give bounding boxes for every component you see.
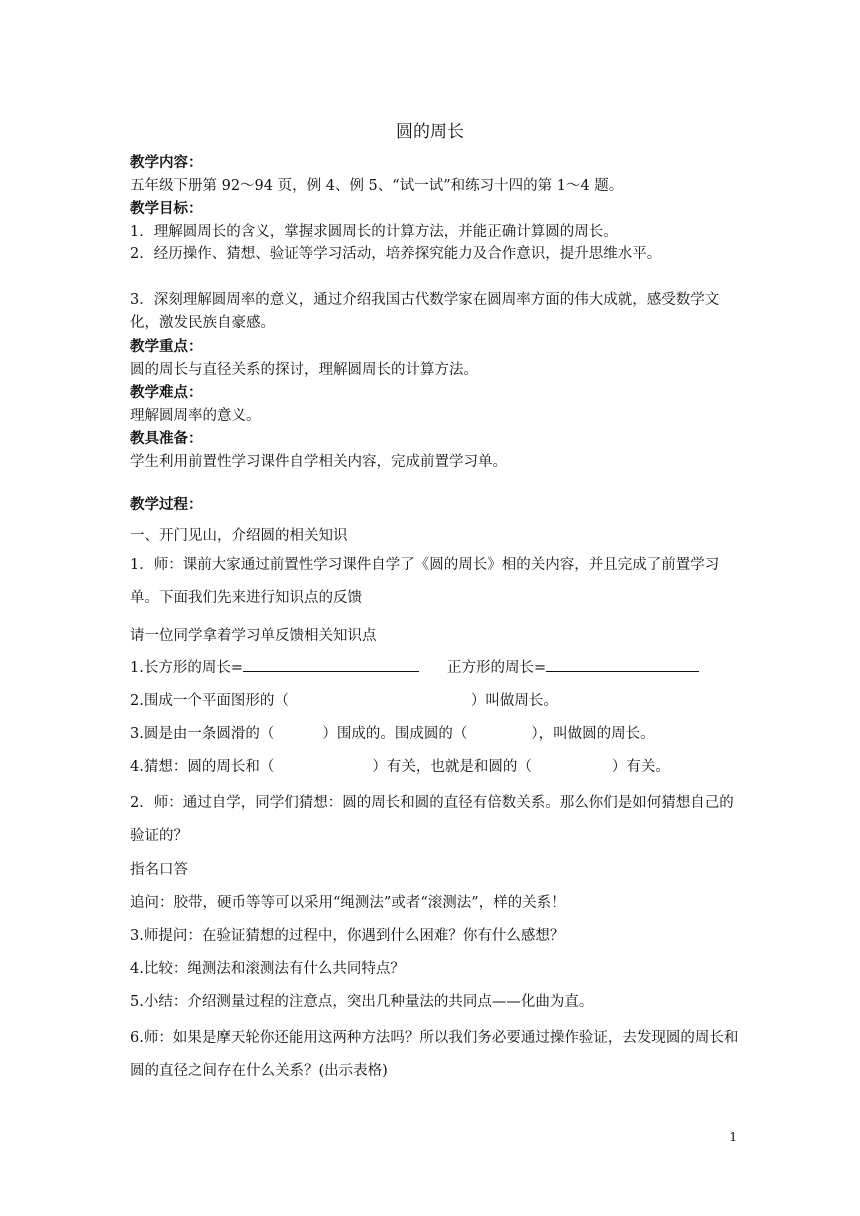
process-p6: 3.师提问：在验证猜想的过程中，你遇到什么困难？你有什么感想？ — [130, 928, 565, 944]
question-1-square: 正方形的周长= — [446, 660, 547, 676]
tools-heading: 教具准备： — [130, 430, 203, 447]
question-1-rect: 1.长方形的周长= — [130, 660, 243, 676]
question-3 — [130, 722, 655, 743]
blank-1 — [243, 656, 419, 672]
question-3-end: ），叫做圆的周长。 — [531, 726, 655, 742]
question-2-end: ）叫做周长。 — [470, 693, 558, 709]
process-part-1: 一、开门见山，介绍圆的相关知识 — [130, 528, 348, 544]
page-number: 1 — [729, 1130, 737, 1144]
blank-2 — [546, 656, 699, 672]
key-text: 圆的周长与直径关系的探讨，理解圆周长的计算方法。 — [130, 362, 478, 378]
process-heading: 教学过程： — [130, 496, 203, 513]
page-title: 圆的周长 — [396, 122, 464, 142]
goal-3: 3．深刻理解圆周率的意义，通过介绍我国古代数学家在圆周率方面的伟大成就，感受数学文化，激发民族自豪感。 — [130, 292, 720, 331]
process-p7: 4.比较：绳测法和滚测法有什么共同特点？ — [130, 961, 405, 977]
question-3-mid: ）围成的。围成圆的（ — [322, 726, 468, 742]
process-p5: 追问：胶带，硬币等等可以采用“绳测法”或者“滚测法”，样的关系！ — [130, 895, 566, 911]
question-3-start: 3.圆是由一条圆滑的（ — [130, 726, 275, 742]
question-4 — [130, 755, 670, 776]
question-4-end: ）有关。 — [611, 759, 670, 775]
question-2 — [130, 689, 558, 710]
process-p4: 指名口答 — [130, 862, 188, 878]
question-4-start: 4.猜想：圆的周长和（ — [130, 759, 275, 775]
goal-2: 2．经历操作、猜想、验证等学习活动，培养探究能力及合作意识，提升思维水平。 — [130, 246, 662, 262]
question-1 — [130, 656, 699, 677]
process-p2: 请一位同学拿着学习单反馈相关知识点 — [130, 628, 377, 644]
process-p3: 2．师：通过自学，同学们猜想：圆的周长和圆的直径有倍数关系。那么你们是如何猜想自己的验证的？ — [130, 795, 734, 844]
content-heading: 教学内容： — [130, 154, 203, 171]
goals-heading: 教学目标： — [130, 200, 203, 217]
question-2-start: 2.围成一个平面图形的（ — [130, 693, 289, 709]
tools-text: 学生利用前置性学习课件自学相关内容，完成前置学习单。 — [130, 454, 507, 470]
difficulty-text: 理解圆周率的意义。 — [130, 408, 261, 424]
difficulty-heading: 教学难点： — [130, 384, 203, 401]
key-heading: 教学重点： — [130, 338, 203, 355]
goal-1: 1．理解圆周长的含义，掌握求圆周长的计算方法，并能正确计算圆的周长。 — [130, 224, 618, 240]
question-4-mid: ）有关，也就是和圆的（ — [372, 759, 532, 775]
process-p9: 6.师：如果是摩天轮你还能用这两种方法吗？所以我们务必要通过操作验证，去发现圆的周长和圆的直径之间存在什么关系？(出示表格) — [130, 1030, 739, 1079]
content-text: 五年级下册第 92～94 页，例 4、例 5、“试一试”和练习十四的第 1～4 题。 — [130, 178, 624, 194]
process-p8: 5.小结：介绍测量过程的注意点，突出几种量法的共同点——化曲为直。 — [130, 994, 594, 1010]
process-p1: 1．师：课前大家通过前置性学习课件自学了《圆的周长》相的关内容，并且完成了前置学习单。下面我们先来进行知识点的反馈 — [130, 557, 720, 606]
